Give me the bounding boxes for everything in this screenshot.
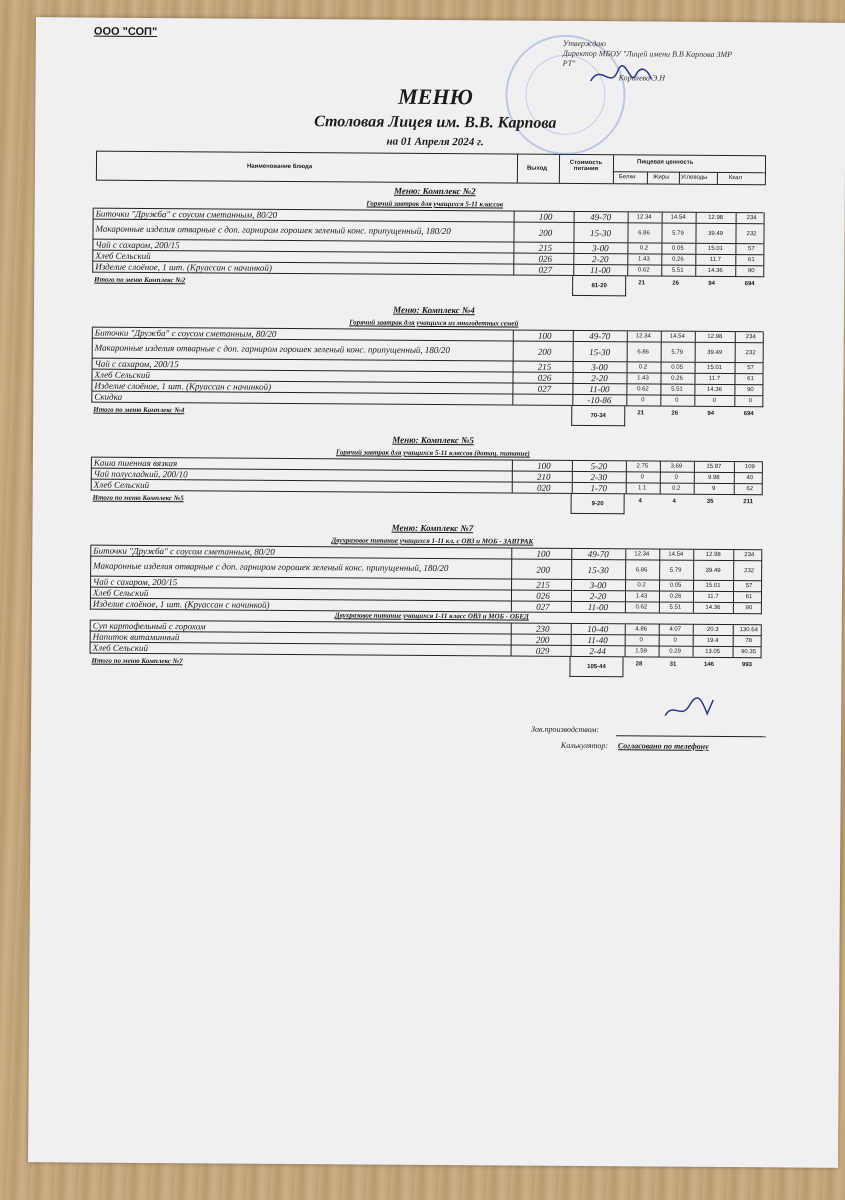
dish-name: Скидка: [94, 391, 123, 402]
dish-nutrient: 90: [735, 266, 766, 276]
production-line: [616, 735, 766, 737]
dish-nutrient: 0: [626, 472, 658, 482]
dish-price: 11-00: [573, 265, 626, 275]
menu-table: [92, 208, 764, 278]
total-nutrient: 26: [671, 410, 679, 417]
total-nutrient: 35: [706, 498, 714, 505]
dish-nutrient: 5.79: [661, 224, 693, 243]
dish-nutrient: 14.36: [695, 266, 734, 276]
calculator-value: Согласовано по телефону: [617, 741, 709, 751]
dish-nutrient: 0.26: [661, 255, 693, 265]
approval-name: Королева Э.Н: [618, 73, 666, 83]
dish-price: 3-00: [573, 362, 626, 372]
dish-nutrient: 11.7: [694, 374, 733, 384]
total-nutrient: 94: [707, 410, 715, 417]
approval-line: Директор МБОУ "Лицей имени В.В Карпова ЗМР: [562, 48, 733, 60]
dish-nutrient: 15.87: [694, 462, 733, 472]
dish-price: 1-70: [572, 483, 625, 493]
dish-nutrient: 9: [694, 484, 733, 494]
dish-nutrient: 14.36: [694, 385, 733, 395]
dish-name: Чай с сахаром, 200/15: [94, 358, 179, 369]
dish-name: Макаронные изделия отварные с доп. гарниром горошек зеленый конс. припущенный, 180/20: [93, 560, 449, 574]
dish-nutrient: 0: [660, 396, 692, 406]
dish-price: 3-00: [571, 580, 624, 590]
dish-nutrient: 0.05: [659, 581, 691, 591]
total-nutrient: 4: [638, 498, 642, 505]
dish-output: 027: [513, 265, 574, 275]
dish-name: Изделие слоёное, 1 шт. (Круассан с начинкой): [92, 598, 270, 610]
dish-nutrient: 6.86: [625, 560, 657, 579]
dish-name: Хлеб Сельский: [92, 587, 149, 598]
approval-line: РТ": [562, 58, 576, 68]
dish-price: 2-44: [571, 646, 624, 656]
dish-name: Хлеб Сельский: [92, 642, 149, 653]
dish-name: Чай с сахаром, 200/15: [95, 239, 180, 250]
dish-price: 2-20: [572, 373, 625, 383]
dish-price: 49-70: [571, 549, 624, 559]
dish-price: 3-00: [573, 243, 626, 253]
dish-output: 210: [512, 472, 573, 482]
dish-output: 200: [511, 635, 572, 645]
dish-output: 100: [514, 212, 575, 222]
dish-name: Хлеб Сельский: [94, 369, 150, 380]
total-price: 81-20: [572, 276, 626, 296]
dish-nutrient: 4.86: [625, 624, 657, 634]
dish-nutrient: 0: [625, 635, 657, 645]
dish-nutrient: 78: [733, 636, 764, 646]
approval-line: Утверждаю: [562, 38, 606, 49]
dish-output: 027: [512, 384, 573, 394]
dish-price: 2-20: [573, 254, 626, 264]
dish-name: Биточки "Дружба" с соусом сметанным, 80/20: [93, 545, 275, 557]
dish-nutrient: 14.36: [693, 603, 732, 613]
group-subtitle: Горячий завтрак для учащихся 5-11 классов (дотац. питание): [335, 448, 530, 458]
dish-nutrient: 90: [733, 603, 764, 613]
dish-nutrient: 90: [734, 385, 765, 395]
total-price: 105-44: [569, 657, 623, 677]
dish-nutrient: 19.4: [693, 636, 732, 646]
dish-nutrient: 40: [734, 473, 765, 483]
dish-nutrient: 12.98: [695, 332, 734, 342]
page-title: МЕНЮ: [398, 83, 473, 110]
dish-name: Биточки "Дружба" с соусом сметанным, 80/20: [94, 327, 277, 339]
menu-sheet: [28, 17, 845, 1168]
dish-nutrient: 12.98: [696, 213, 735, 223]
dish-name: Чай полусладкий, 200/10: [93, 468, 188, 479]
section-title: Меню: Комплекс №2: [393, 185, 476, 197]
dish-nutrient: 0: [659, 636, 691, 646]
dish-nutrient: 15.01: [695, 244, 734, 254]
dish-nutrient: 90.35: [733, 647, 764, 657]
dish-nutrient: 12.34: [628, 212, 660, 222]
section-title: Меню: Комплекс №4: [393, 304, 475, 316]
dish-output: 215: [513, 243, 574, 253]
total-nutrient: 4: [672, 498, 676, 505]
dish-nutrient: 61: [735, 255, 766, 265]
dish-price: 5-20: [572, 461, 625, 471]
dish-nutrient: 0.62: [626, 384, 658, 394]
dish-nutrient: 61: [733, 592, 764, 602]
dish-nutrient: 20.3: [693, 625, 732, 635]
dish-nutrient: 14.54: [662, 213, 694, 223]
group-subtitle: Двухразовое питание учащихся 1-11 класс ОВЗ и МОБ - ОБЕД: [334, 611, 529, 621]
total-nutrient: 21: [638, 280, 646, 287]
dish-nutrient: 0.05: [661, 244, 693, 254]
dish-name: Суп картофельный с горохом: [92, 620, 206, 631]
dish-name: Макаронные изделия отварные с доп. гарниром горошек зеленый конс. припущенный, 180/20: [94, 342, 450, 356]
dish-nutrient: 0: [734, 396, 765, 406]
dish-nutrient: 15.01: [695, 363, 734, 373]
dish-nutrient: 11.7: [693, 592, 732, 602]
dish-nutrient: 2.75: [626, 461, 658, 471]
dish-name: Изделие слоёное, 1 шт. (Круассан с начинкой): [94, 380, 272, 392]
dish-nutrient: 5.51: [659, 603, 691, 613]
dish-nutrient: 14.54: [661, 332, 693, 342]
dish-nutrient: 0.26: [659, 592, 691, 602]
dish-nutrient: 0.62: [627, 265, 659, 275]
dish-name: Изделие слоёное, 1 шт. (Круассан с начинкой): [95, 261, 272, 273]
dish-output: 029: [511, 646, 572, 656]
dish-output: 200: [511, 560, 572, 579]
dish-nutrient: 0.29: [659, 647, 691, 657]
dish-nutrient: 62: [734, 484, 765, 494]
dish-name: Напиток витаминный: [92, 631, 180, 642]
dish-nutrient: 0.2: [627, 243, 659, 253]
group-subtitle: Двухразовое питание учащихся 1-11 кл. с ОВЗ и МОБ - ЗАВТРАК: [331, 536, 534, 546]
dish-price: 11-00: [572, 384, 625, 394]
total-nutrient: 146: [703, 661, 715, 668]
dish-nutrient: 9.98: [694, 473, 733, 483]
dish-nutrient: 12.34: [627, 331, 659, 341]
dish-nutrient: 234: [736, 213, 767, 223]
dish-nutrient: 232: [733, 561, 764, 580]
menu-table: [91, 327, 764, 408]
header-carbs: Углеводы: [680, 174, 708, 181]
total-nutrient: 694: [743, 411, 754, 418]
dish-nutrient: 13.05: [693, 647, 732, 657]
dish-output: 200: [513, 342, 574, 361]
dish-price: -10-86: [572, 395, 625, 405]
dish-nutrient: 0.2: [625, 580, 657, 590]
dish-nutrient: 3.69: [660, 462, 692, 472]
dish-nutrient: 1.59: [625, 646, 657, 656]
dish-price: 15-30: [573, 342, 626, 361]
total-price: 70-34: [571, 406, 625, 426]
dish-nutrient: 15.01: [693, 581, 732, 591]
menu-date: на 01 Апреля 2024 г.: [386, 135, 484, 149]
dish-nutrient: 39.49: [695, 343, 734, 362]
total-nutrient: 21: [637, 410, 645, 417]
production-label: Зав.производством:: [531, 724, 600, 735]
dish-nutrient: 5.51: [661, 266, 693, 276]
header-fat: Жиры: [652, 174, 670, 181]
dish-name: Чай с сахаром, 200/15: [93, 576, 178, 587]
header-name: Наименование блюда: [246, 163, 313, 171]
dish-nutrient: 57: [735, 363, 766, 373]
dish-output: 200: [513, 223, 574, 242]
dish-price: 2-30: [572, 472, 625, 482]
total-nutrient: 31: [669, 661, 677, 668]
dish-nutrient: 0: [626, 395, 658, 405]
dish-nutrient: 1.43: [625, 591, 657, 601]
dish-price: 49-70: [574, 212, 627, 222]
dish-nutrient: 6.86: [627, 223, 659, 242]
dish-output: 100: [512, 461, 573, 471]
dish-output: 026: [512, 373, 573, 383]
dish-nutrient: 232: [735, 224, 766, 243]
dish-price: 10-40: [571, 624, 624, 634]
dish-nutrient: 0: [660, 473, 692, 483]
header-nutrition: Пищевая ценность: [636, 159, 694, 166]
dish-price: 11-40: [571, 635, 624, 645]
dish-output: 215: [513, 362, 574, 372]
dish-output: 100: [511, 549, 572, 559]
dish-name: Макаронные изделия отварные с доп. гарниром горошек зеленый конс. припущенный, 180/20: [95, 223, 451, 237]
menu-table: [90, 545, 762, 615]
dish-name: Биточки "Дружба" с соусом сметанным, 80/20: [95, 208, 278, 220]
total-nutrient: 694: [744, 281, 755, 288]
header-output: Выход: [526, 165, 548, 172]
total-price: 9-20: [571, 494, 625, 514]
dish-nutrient: 39.49: [693, 561, 732, 580]
dish-nutrient: 0: [694, 396, 733, 406]
dish-nutrient: 5.79: [661, 343, 693, 362]
dish-price: 15-30: [571, 560, 624, 579]
header-kcal: Ккал: [728, 175, 743, 182]
dish-nutrient: 1.43: [626, 373, 658, 383]
dish-nutrient: 57: [733, 581, 764, 591]
group-subtitle: Горячий завтрак для учащихся из многодетных семей: [349, 318, 519, 328]
dish-name: Каша пшенная вязкая: [93, 457, 178, 468]
page-subtitle: Столовая Лицея им. В.В. Карпова: [314, 113, 557, 132]
total-label: Итого по меню Комплекс №2: [94, 275, 186, 285]
dish-output: 020: [512, 483, 573, 493]
header-protein: Белки: [618, 174, 636, 181]
organization-name: ООО "СОП": [93, 25, 158, 39]
dish-output: [512, 395, 573, 405]
dish-nutrient: 130.64: [733, 625, 764, 635]
dish-nutrient: 0.05: [661, 363, 693, 373]
dish-output: 215: [511, 580, 572, 590]
dish-price: 2-20: [571, 591, 624, 601]
dish-nutrient: 1.43: [627, 254, 659, 264]
total-label: Итого по меню Комплекс №5: [92, 493, 184, 503]
menu-table: [90, 620, 762, 659]
dish-price: 15-30: [573, 223, 626, 242]
dish-nutrient: 232: [735, 343, 766, 362]
header-price: Стоимость питания: [569, 159, 603, 173]
dish-name: Хлеб Сельский: [95, 250, 151, 261]
dish-nutrient: 0.2: [627, 362, 659, 372]
dish-output: 027: [511, 602, 572, 612]
dish-nutrient: 6.86: [627, 342, 659, 361]
dish-nutrient: 4.07: [659, 625, 691, 635]
total-nutrient: 28: [635, 661, 643, 668]
dish-nutrient: 1.1: [626, 483, 658, 493]
section-title: Меню: Комплекс №7: [391, 522, 474, 534]
dish-nutrient: 57: [735, 244, 766, 254]
total-nutrient: 211: [743, 499, 754, 506]
group-subtitle: Горячий завтрак для учащихся 5-11 классов: [366, 199, 504, 209]
dish-nutrient: 109: [734, 462, 765, 472]
dish-nutrient: 0.2: [660, 484, 692, 494]
dish-nutrient: 14.54: [659, 550, 691, 560]
dish-price: 49-70: [573, 331, 626, 341]
menu-table: [91, 457, 763, 496]
dish-nutrient: 39.49: [695, 224, 734, 243]
total-nutrient: 26: [672, 280, 680, 287]
table-header: [96, 151, 766, 186]
dish-nutrient: 12.98: [693, 550, 732, 560]
dish-nutrient: 5.51: [660, 385, 692, 395]
dish-nutrient: 0.62: [625, 602, 657, 612]
total-label: Итого по меню Комплекс №4: [93, 405, 185, 415]
dish-nutrient: 61: [734, 374, 765, 384]
dish-nutrient: 234: [733, 550, 764, 560]
dish-output: 230: [511, 624, 572, 634]
calculator-label: Калькулятор:: [560, 740, 609, 751]
dish-output: 026: [511, 591, 572, 601]
dish-output: 026: [513, 254, 574, 264]
total-nutrient: 993: [741, 662, 753, 669]
dish-nutrient: 11.7: [695, 255, 734, 265]
section-title: Меню: Комплекс №5: [392, 434, 474, 446]
dish-nutrient: 12.34: [625, 549, 657, 559]
dish-price: 11-00: [571, 602, 624, 612]
production-signature: [661, 694, 731, 724]
dish-nutrient: 5.79: [659, 561, 691, 580]
dish-output: 100: [513, 331, 574, 341]
dish-name: Хлеб Сельский: [93, 479, 150, 490]
dish-nutrient: 0.26: [660, 374, 692, 384]
total-nutrient: 94: [708, 280, 716, 287]
total-label: Итого по меню Комплекс №7: [91, 656, 183, 666]
dish-nutrient: 234: [735, 332, 766, 342]
